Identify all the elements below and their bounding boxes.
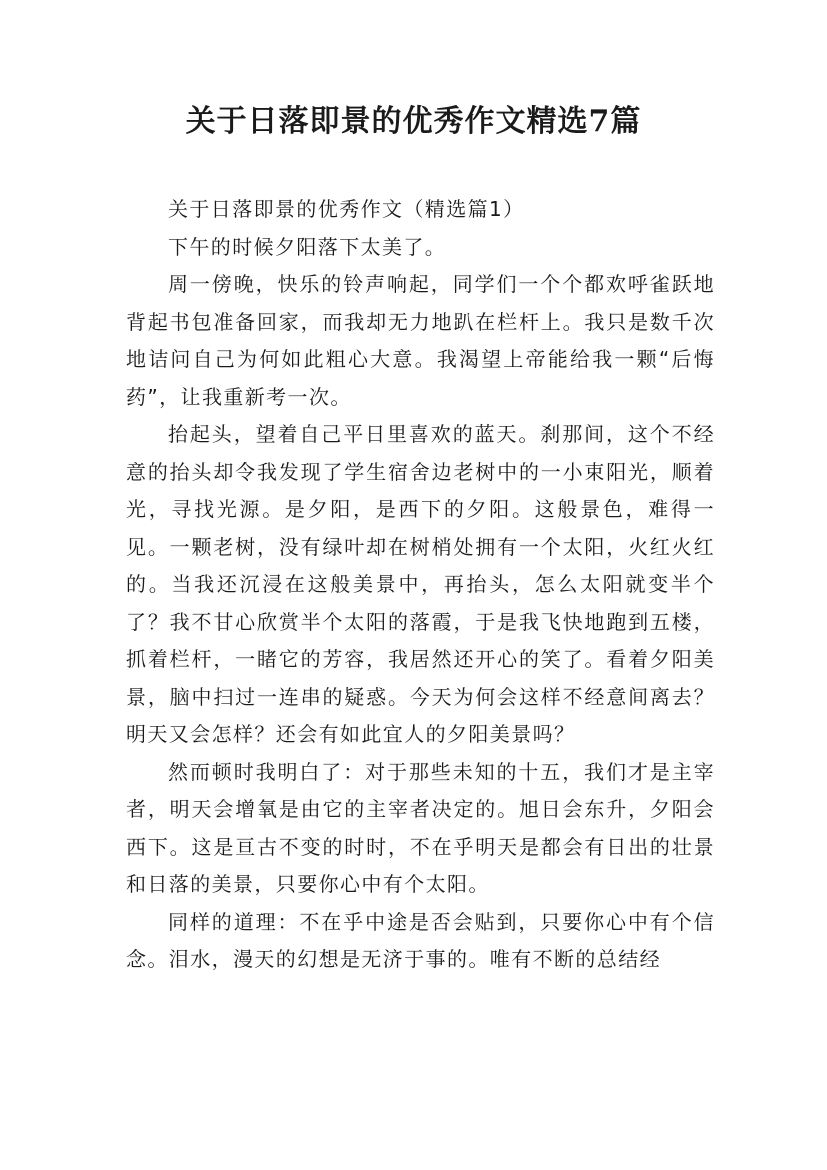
paragraph: 然而顿时我明白了：对于那些未知的十五，我们才是主宰者，明天会增氧是由它的主宰者决定的。旭日会东升，夕阳会西下。这是亘古不变的时时，不在乎明天是都会有日出的壮景和日落的美景，只要你心中有个太阳。 — [126, 759, 715, 896]
paragraph: 抬起头，望着自己平日里喜欢的蓝天。刹那间，这个不经意的抬头却令我发现了学生宿舍边老树中的一小束阳光，顺着光，寻找光源。是夕阳，是西下的夕阳。这般景色，难得一见。一颗老树，没有绿叶却在树梢处拥有一个太阳，火红火红的。当我还沉浸在这般美景中，再抬头，怎么太阳就变半个了？我不甘心欣赏半个太阳的落霞，于是我飞快地跑到五楼，抓着栏杆，一睹它的芳容，我居然还开心的笑了。看着夕阳美景，脑中扫过一连串的疑惑。今天为何会这样不经意间离去？明天又会怎样？还会有如此宜人的夕阳美景吗？ — [126, 422, 715, 746]
section-heading: 关于日落即景的优秀作文（精选篇1） — [168, 197, 525, 221]
paragraph: 同样的道理：不在乎中途是否会贴到，只要你心中有个信念。泪水，漫天的幻想是无济于事的。唯有不断的总结经 — [126, 909, 715, 971]
document-body — [126, 191, 715, 979]
document-title: 关于日落即景的优秀作文精选7篇 — [185, 104, 642, 139]
paragraph: 周一傍晚，快乐的铃声响起，同学们一个个都欢呼雀跃地背起书包准备回家，而我却无力地趴在栏杆上。我只是数千次地诘问自己为何如此粗心大意。我渴望上帝能给我一颗“后悔药”，让我重新考一次。 — [126, 272, 715, 409]
paragraph: 下午的时候夕阳落下太美了。 — [168, 234, 447, 259]
